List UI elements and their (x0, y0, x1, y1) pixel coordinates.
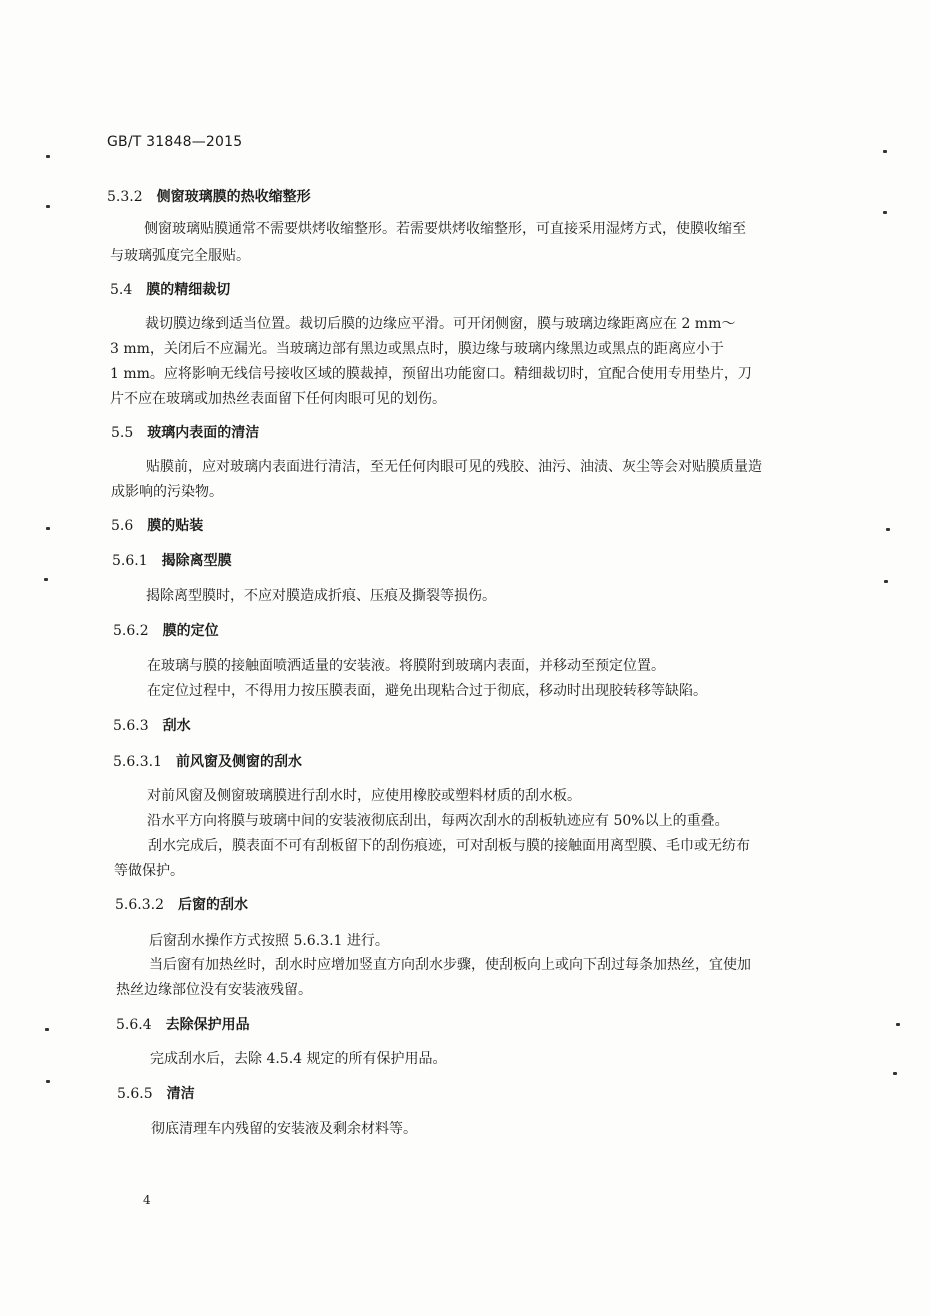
scan-mark (46, 1080, 50, 1083)
section-title: 侧窗玻璃膜的热收缩整形 (156, 189, 311, 205)
paragraph-line: 在定位过程中，不得用力按压膜表面，避免出现粘合过于彻底，移动时出现胶转移等缺陷。 (147, 683, 707, 699)
section-number: 5.6.1 (112, 553, 148, 569)
section-title: 玻璃内表面的清洁 (147, 425, 260, 441)
section-number: 5.3.2 (107, 189, 143, 205)
paragraph-line: 在玻璃与膜的接触面喷洒适量的安装液。将膜附到玻璃内表面，并移动至预定位置。 (147, 658, 665, 674)
section-heading (116, 1015, 250, 1035)
section-title: 膜的贴装 (147, 518, 204, 534)
section-heading (117, 1084, 195, 1104)
section-heading (107, 187, 311, 207)
paragraph-line: 热丝边缘部位没有安装液残留。 (116, 982, 312, 998)
section-heading (112, 551, 232, 571)
section-number: 5.6.3.2 (115, 897, 164, 913)
scan-mark (896, 1023, 900, 1026)
section-title: 后窗的刮水 (177, 897, 248, 913)
paragraph-line: 后窗刮水操作方式按照 5.6.3.1 进行。 (149, 933, 389, 949)
scan-mark (883, 211, 887, 214)
section-number: 5.6.3.1 (113, 754, 162, 770)
paragraph-line: 沿水平方向将膜与玻璃中间的安装液彻底刮出，每两次刮水的刮板轨迹应有 50%以上的重叠。 (147, 813, 729, 829)
section-title: 前风窗及侧窗的刮水 (175, 754, 302, 770)
section-number: 5.6.4 (116, 1017, 152, 1033)
section-heading (113, 716, 191, 736)
section-title: 膜的精细裁切 (146, 282, 231, 298)
scan-mark (44, 578, 48, 581)
paragraph-line: 揭除离型膜时，不应对膜造成折痕、压痕及撕裂等损伤。 (146, 588, 496, 604)
paragraph-line: 成影响的污染物。 (111, 484, 223, 500)
paragraph-line: 对前风窗及侧窗玻璃膜进行刮水时，应使用橡胶或塑料材质的刮水板。 (147, 788, 581, 804)
paragraph-line: 彻底清理车内残留的安装液及剩余材料等。 (151, 1121, 417, 1137)
scan-mark (46, 527, 50, 530)
section-title: 揭除离型膜 (161, 553, 232, 569)
section-number: 5.6 (111, 518, 134, 534)
section-heading (115, 895, 248, 915)
section-title: 去除保护用品 (165, 1017, 250, 1033)
paragraph-line: 片不应在玻璃或加热丝表面留下任何肉眼可见的划伤。 (110, 391, 446, 407)
paragraph-line: 刮水完成后，膜表面不可有刮板留下的刮伤痕迹，可对刮板与膜的接触面用离型膜、毛巾或无纺布 (148, 838, 750, 854)
paragraph-line: 贴膜前，应对玻璃内表面进行清洁，至无任何肉眼可见的残胶、油污、油渍、灰尘等会对贴膜质量造 (146, 459, 762, 475)
paragraph-line: 侧窗玻璃贴膜通常不需要烘烤收缩整形。若需要烘烤收缩整形，可直接采用湿烤方式，使膜收缩至 (144, 221, 746, 237)
section-number: 5.6.5 (117, 1086, 153, 1102)
paragraph-line: 与玻璃弧度完全服贴。 (110, 248, 250, 264)
page-number: 4 (143, 1193, 151, 1207)
standard-code-header: GB/T 31848—2015 (107, 134, 243, 150)
section-number: 5.4 (110, 282, 133, 298)
section-heading (111, 423, 259, 443)
section-heading (113, 621, 219, 641)
scan-mark (46, 155, 50, 158)
scan-mark (883, 150, 887, 153)
scan-mark (46, 205, 50, 208)
paragraph-line: 当后窗有加热丝时，刮水时应增加竖直方向刮水步骤，使刮板向上或向下刮过每条加热丝，宜使加 (149, 957, 751, 973)
paragraph-line: 等做保护。 (114, 863, 184, 879)
paragraph-line: 裁切膜边缘到适当位置。裁切后膜的边缘应平滑。可开闭侧窗，膜与玻璃边缘距离应在 2 mm～ (145, 316, 736, 332)
scan-mark (884, 580, 888, 583)
section-title: 膜的定位 (162, 623, 219, 639)
section-heading (113, 752, 302, 772)
paragraph-line: 3 mm，关闭后不应漏光。当玻璃边部有黑边或黑点时，膜边缘与玻璃内缘黑边或黑点的距离应小于 (110, 341, 724, 357)
section-heading (110, 280, 230, 300)
section-number: 5.6.2 (113, 623, 149, 639)
section-title: 清洁 (166, 1086, 195, 1102)
scan-mark (893, 1072, 897, 1075)
scan-mark (886, 528, 890, 531)
paragraph-line: 完成刮水后，去除 4.5.4 规定的所有保护用品。 (150, 1051, 447, 1067)
section-number: 5.5 (111, 425, 134, 441)
scan-mark (45, 1028, 49, 1031)
section-heading (111, 516, 203, 536)
section-title: 刮水 (162, 718, 191, 734)
section-number: 5.6.3 (113, 718, 149, 734)
paragraph-line: 1 mm。应将影响无线信号接收区域的膜裁掉，预留出功能窗口。精细裁切时，宜配合使用专用垫片，刀 (110, 366, 752, 382)
